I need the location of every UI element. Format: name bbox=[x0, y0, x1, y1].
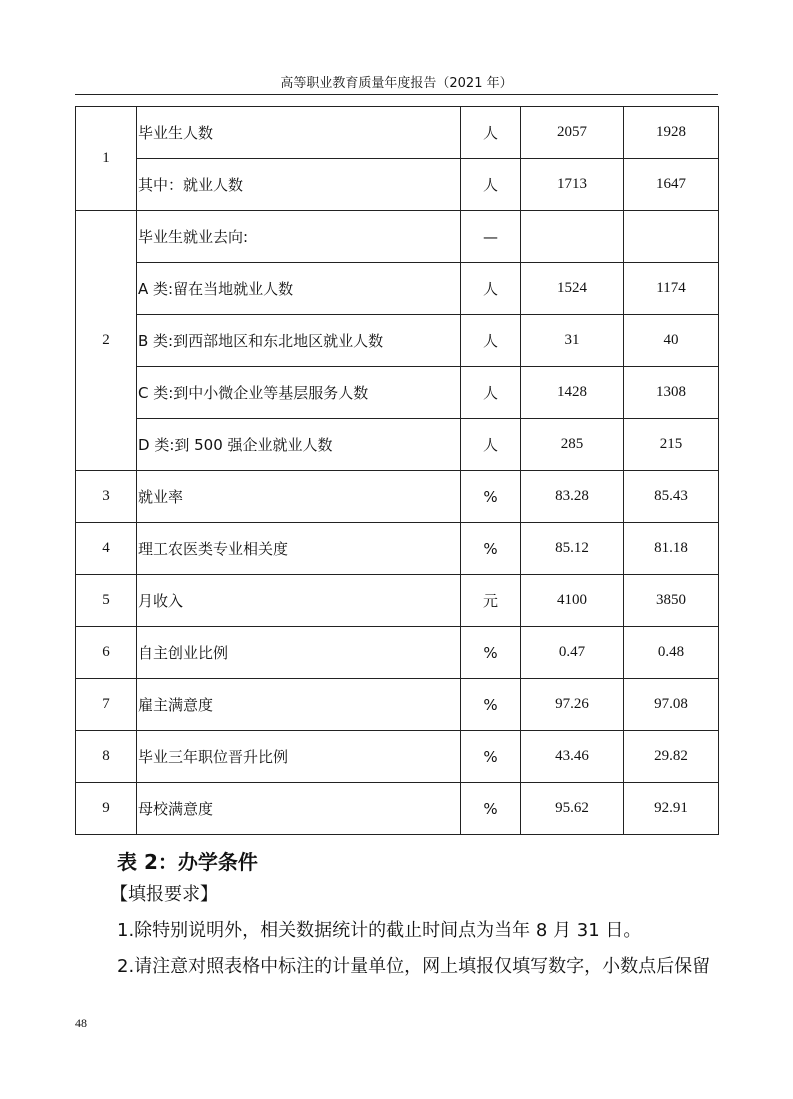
table-row bbox=[76, 679, 719, 731]
value-cell-1 bbox=[521, 211, 624, 263]
value-cell-2: 1647 bbox=[624, 159, 719, 211]
value-cell-1: 83.28 bbox=[521, 471, 624, 523]
unit-cell: % bbox=[461, 523, 521, 575]
unit-cell: % bbox=[461, 783, 521, 835]
unit-cell: % bbox=[461, 627, 521, 679]
value-cell-1: 4100 bbox=[521, 575, 624, 627]
table-row bbox=[76, 627, 719, 679]
value-cell-2: 1174 bbox=[624, 263, 719, 315]
item-name: 自主创业比例 bbox=[137, 627, 461, 679]
value-cell-2 bbox=[624, 211, 719, 263]
unit-cell: 元 bbox=[461, 575, 521, 627]
unit-cell: 人 bbox=[461, 419, 521, 471]
value-cell-1: 2057 bbox=[521, 107, 624, 159]
value-cell-1: 85.12 bbox=[521, 523, 624, 575]
section-title: 表 2：办学条件 bbox=[117, 850, 258, 874]
requirement-item-2: 2.请注意对照表格中标注的计量单位，网上填报仅填写数字，小数点后保留 bbox=[117, 956, 711, 977]
item-name: A 类:留在当地就业人数 bbox=[137, 263, 461, 315]
value-cell-2: 3850 bbox=[624, 575, 719, 627]
table-row bbox=[76, 575, 719, 627]
item-name: 母校满意度 bbox=[137, 783, 461, 835]
unit-cell: 人 bbox=[461, 315, 521, 367]
item-name: 毕业生就业去向: bbox=[137, 211, 461, 263]
row-number: 9 bbox=[76, 783, 137, 835]
table-row bbox=[76, 263, 719, 315]
value-cell-2: 0.48 bbox=[624, 627, 719, 679]
table-row bbox=[76, 783, 719, 835]
unit-cell: % bbox=[461, 731, 521, 783]
unit-cell: — bbox=[461, 211, 521, 263]
table-row bbox=[76, 367, 719, 419]
item-name: 就业率 bbox=[137, 471, 461, 523]
item-name: 毕业三年职位晋升比例 bbox=[137, 731, 461, 783]
row-number: 5 bbox=[76, 575, 137, 627]
header-divider bbox=[75, 94, 718, 95]
value-cell-2: 40 bbox=[624, 315, 719, 367]
unit-cell: 人 bbox=[461, 263, 521, 315]
table-row bbox=[76, 159, 719, 211]
item-name: C 类:到中小微企业等基层服务人数 bbox=[137, 367, 461, 419]
value-cell-2: 1928 bbox=[624, 107, 719, 159]
requirement-item-1: 1.除特别说明外，相关数据统计的截止时间点为当年 8 月 31 日。 bbox=[117, 920, 642, 941]
item-name: 其中：就业人数 bbox=[137, 159, 461, 211]
value-cell-1: 0.47 bbox=[521, 627, 624, 679]
item-name: 月收入 bbox=[137, 575, 461, 627]
value-cell-2: 97.08 bbox=[624, 679, 719, 731]
value-cell-1: 43.46 bbox=[521, 731, 624, 783]
value-cell-2: 85.43 bbox=[624, 471, 719, 523]
item-name: D 类:到 500 强企业就业人数 bbox=[137, 419, 461, 471]
value-cell-1: 1713 bbox=[521, 159, 624, 211]
table-row bbox=[76, 471, 719, 523]
value-cell-1: 285 bbox=[521, 419, 624, 471]
unit-cell: 人 bbox=[461, 107, 521, 159]
item-name: 雇主满意度 bbox=[137, 679, 461, 731]
row-number: 1 bbox=[76, 107, 137, 211]
table-row bbox=[76, 523, 719, 575]
unit-cell: 人 bbox=[461, 367, 521, 419]
value-cell-1: 1428 bbox=[521, 367, 624, 419]
table-row bbox=[76, 107, 719, 159]
table-row bbox=[76, 211, 719, 263]
item-name: B 类:到西部地区和东北地区就业人数 bbox=[137, 315, 461, 367]
unit-cell: % bbox=[461, 471, 521, 523]
value-cell-1: 31 bbox=[521, 315, 624, 367]
fill-requirements-heading: 【填报要求】 bbox=[110, 884, 218, 905]
value-cell-1: 1524 bbox=[521, 263, 624, 315]
value-cell-2: 1308 bbox=[624, 367, 719, 419]
row-number: 3 bbox=[76, 471, 137, 523]
employment-data-table bbox=[75, 106, 719, 835]
row-number: 7 bbox=[76, 679, 137, 731]
value-cell-2: 29.82 bbox=[624, 731, 719, 783]
value-cell-2: 81.18 bbox=[624, 523, 719, 575]
table-row bbox=[76, 419, 719, 471]
unit-cell: 人 bbox=[461, 159, 521, 211]
unit-cell: % bbox=[461, 679, 521, 731]
row-number: 2 bbox=[76, 211, 137, 471]
running-header: 高等职业教育质量年度报告（2021 年） bbox=[280, 76, 513, 91]
page-number: 48 bbox=[75, 1016, 87, 1030]
value-cell-2: 215 bbox=[624, 419, 719, 471]
row-number: 8 bbox=[76, 731, 137, 783]
row-number: 4 bbox=[76, 523, 137, 575]
item-name: 理工农医类专业相关度 bbox=[137, 523, 461, 575]
row-number: 6 bbox=[76, 627, 137, 679]
item-name: 毕业生人数 bbox=[137, 107, 461, 159]
value-cell-1: 97.26 bbox=[521, 679, 624, 731]
value-cell-2: 92.91 bbox=[624, 783, 719, 835]
table-row bbox=[76, 731, 719, 783]
table-row bbox=[76, 315, 719, 367]
value-cell-1: 95.62 bbox=[521, 783, 624, 835]
